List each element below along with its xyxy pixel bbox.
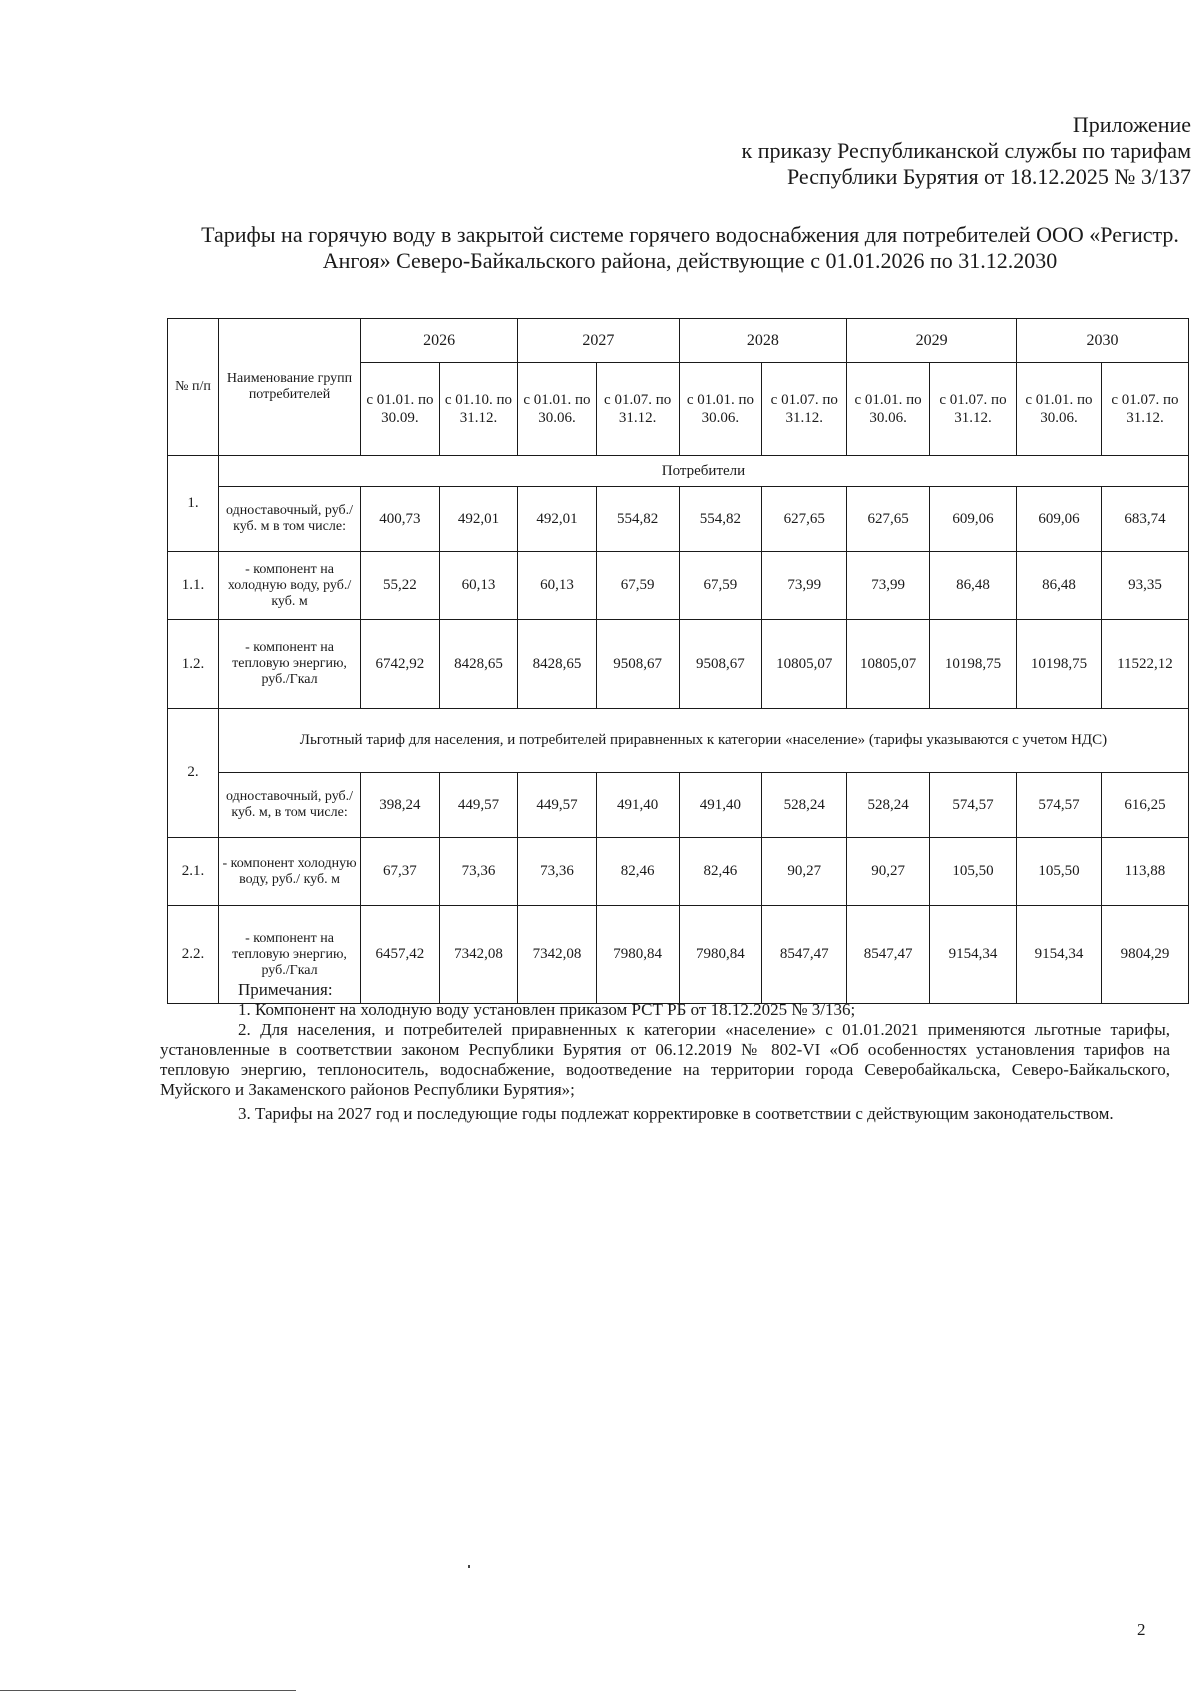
scan-speck [468,1565,470,1568]
tariff-value: 10198,75 [929,620,1016,709]
period-cell: с 01.07. по 31.12. [1101,363,1188,456]
notes-section [160,980,1170,1124]
table-row [168,487,1189,551]
tariff-value: 491,40 [596,773,679,837]
tariff-value: 449,57 [518,773,597,837]
col-name-header: Наименование групп потребителей [218,319,360,456]
tariff-value: 683,74 [1101,487,1188,551]
tariff-value: 9804,29 [1101,906,1188,1004]
tariff-value: 86,48 [929,551,1016,620]
tariff-value: 627,65 [847,487,930,551]
tariff-value: 8428,65 [518,620,597,709]
tariff-value: 9508,67 [679,620,762,709]
tariff-value: 6457,42 [361,906,440,1004]
tariff-value: 60,13 [518,551,597,620]
tariff-value: 528,24 [847,773,930,837]
tariff-value: 7980,84 [596,906,679,1004]
tariff-value: 86,48 [1017,551,1102,620]
consumer-group-name: одноставочный, руб./ куб. м, в том числе: [218,773,360,837]
table-row [168,773,1189,837]
tariff-value: 105,50 [1017,837,1102,906]
consumer-group-name: - компонент холодную воду, руб./ куб. м [218,837,360,906]
tariff-value: 616,25 [1101,773,1188,837]
tariff-value: 73,36 [518,837,597,906]
note-item: 3. Тарифы на 2027 год и последующие годы подлежат корректировке в соответствии с действующим законодательством. [238,1104,1114,1123]
year-2029: 2029 [847,319,1017,363]
tariff-value: 574,57 [1017,773,1102,837]
row-number: 2.1. [168,837,219,906]
row-number: 2.2. [168,906,219,1004]
tariff-value: 8547,47 [847,906,930,1004]
note-item: 1. Компонент на холодную воду установлен приказом РСТ РБ от 18.12.2025 № 3/136; [238,1000,856,1019]
tariff-value: 93,35 [1101,551,1188,620]
tariff-value: 73,36 [439,837,518,906]
tariff-value: 73,99 [762,551,847,620]
table-row [168,551,1189,620]
tariff-value: 67,59 [679,551,762,620]
tariff-value: 554,82 [596,487,679,551]
section-1-header-row [168,456,1189,487]
tariff-value: 609,06 [929,487,1016,551]
tariff-value: 90,27 [847,837,930,906]
consumer-group-name: одноставочный, руб./ куб. м в том числе: [218,487,360,551]
tariff-value: 55,22 [361,551,440,620]
tariff-value: 90,27 [762,837,847,906]
tariff-value: 9508,67 [596,620,679,709]
tariff-value: 449,57 [439,773,518,837]
tariff-value: 9154,34 [929,906,1016,1004]
tariff-value: 7342,08 [518,906,597,1004]
period-cell: с 01.07. по 31.12. [596,363,679,456]
period-cell: с 01.07. по 31.12. [762,363,847,456]
period-cell: с 01.10. по 31.12. [439,363,518,456]
tariff-value: 82,46 [596,837,679,906]
bottom-rule [0,1690,296,1691]
row-number: 1.1. [168,551,219,620]
tariff-value: 11522,12 [1101,620,1188,709]
row-number: 1. [168,456,219,551]
period-cell: с 01.07. по 31.12. [929,363,1016,456]
table-row [168,620,1189,709]
tariff-value: 67,59 [596,551,679,620]
tariff-value: 627,65 [762,487,847,551]
tariff-value: 400,73 [361,487,440,551]
col-number-header: № п/п [168,319,219,456]
tariff-value: 10805,07 [847,620,930,709]
tariff-value: 10805,07 [762,620,847,709]
tariff-value: 528,24 [762,773,847,837]
tariff-value: 60,13 [439,551,518,620]
row-number: 1.2. [168,620,219,709]
document-title: Тарифы на горячую воду в закрытой системе горячего водоснабжения для потребителей ООО «Регистр. Ангоя» Северо-Байкальского района, действующие с 01.01.2026 по 31.12.2030 [201,222,1179,273]
tariff-value: 9154,34 [1017,906,1102,1004]
tariff-value: 7342,08 [439,906,518,1004]
appendix-order-date: Республики Бурятия от 18.12.2025 № 3/137 [786,164,1191,189]
period-cell: с 01.01. по 30.06. [847,363,930,456]
period-cell: с 01.01. по 30.06. [679,363,762,456]
tariff-value: 113,88 [1101,837,1188,906]
consumer-group-name: - компонент на тепловую энергию, руб./Гкал [218,620,360,709]
section-2-header-row [168,709,1189,773]
consumer-group-name: - компонент на тепловую энергию, руб./Гкал [218,906,360,1004]
tariff-value: 10198,75 [1017,620,1102,709]
tariff-value: 492,01 [518,487,597,551]
appendix-order-line: к приказу Республиканской службы по тарифам [741,138,1191,163]
tariff-value: 82,46 [679,837,762,906]
tariff-value: 492,01 [439,487,518,551]
period-cell: с 01.01. по 30.06. [1017,363,1102,456]
row-number: 2. [168,709,219,838]
tariff-value: 574,57 [929,773,1016,837]
year-2030: 2030 [1017,319,1189,363]
tariff-value: 105,50 [929,837,1016,906]
tariff-table [167,318,1189,1004]
year-2026: 2026 [361,319,518,363]
period-cell: с 01.01. по 30.09. [361,363,440,456]
tariff-value: 491,40 [679,773,762,837]
tariff-value: 73,99 [847,551,930,620]
appendix-label: Приложение [1072,112,1191,137]
year-2027: 2027 [518,319,679,363]
tariff-value: 6742,92 [361,620,440,709]
section-2-title: Льготный тариф для населения, и потребителей приравненных к категории «население» (тарифы указываются с учетом НДС) [218,709,1188,773]
tariff-value: 8547,47 [762,906,847,1004]
table-row [168,837,1189,906]
appendix-header [551,112,1191,190]
tariff-value: 67,37 [361,837,440,906]
tariff-value: 609,06 [1017,487,1102,551]
tariff-value: 554,82 [679,487,762,551]
year-header-row [168,319,1189,363]
year-2028: 2028 [679,319,847,363]
tariff-value: 398,24 [361,773,440,837]
consumer-group-name: - компонент на холодную воду, руб./ куб. м [218,551,360,620]
period-cell: с 01.01. по 30.06. [518,363,597,456]
tariff-value: 7980,84 [679,906,762,1004]
section-1-title: Потребители [218,456,1188,487]
page-number: 2 [1137,1620,1146,1639]
tariff-value: 8428,65 [439,620,518,709]
note-item: 2. Для населения, и потребителей приравненных к категории «население» с 01.01.2021 применяются льготные тарифы, установленные в соответствии законом Республики Бурятия от 06.12.2019 № 802-VI «Об особенностях установления тарифов на тепловую энергию, теплоноситель, водоснабжение, водоотведение на территории города Северобайкальска, Северо-Байкальского, Муйского и Закаменского районов Республики Бурятия»; [160,1020,1170,1099]
notes-heading: Примечания: [238,980,333,999]
